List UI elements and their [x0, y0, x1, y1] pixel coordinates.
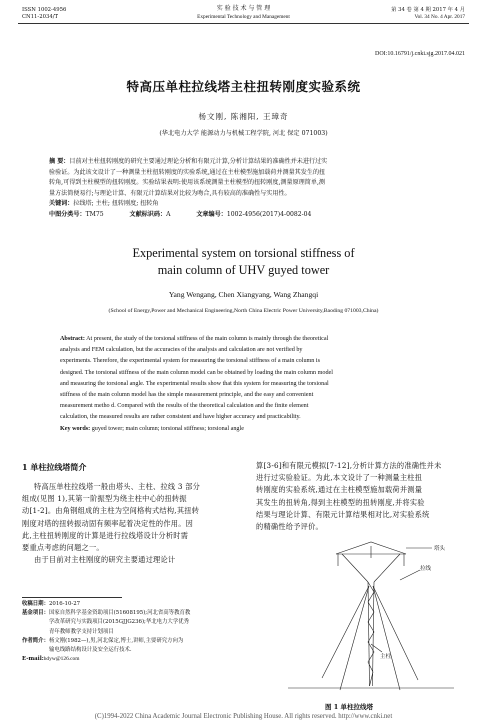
- abstract-en-line-8: calculation, the measured results are rather consistent and have higher accuracy and practicability.: [60, 414, 301, 421]
- para-line-1: 特高压单柱拉线塔一般由塔头、主柱、拉线 3 部分: [34, 482, 201, 491]
- abstract-zh-line-4: 量方法简便易行;与理论计算、有限元计算结果对比较为吻合,具有较高的准确性与实用性。: [49, 189, 291, 197]
- para-right-line-6: 的精确性给予评价。: [256, 522, 323, 532]
- para-line-3: 动[1-2]。由角钢组成的主柱为空间格构式结构,其扭转: [22, 506, 200, 516]
- journal-title-en: Experimental Technology and Management: [197, 14, 290, 20]
- received-date: 2016-10-27: [48, 601, 81, 607]
- guy-wire-4: [373, 586, 400, 690]
- keywords-en: [60, 424, 435, 435]
- main-column-left-chord: [368, 582, 370, 686]
- keywords-en-value: guyed tower; main column; torsional stiffness; torsional angle: [91, 425, 244, 432]
- title-zh: 特高压单柱拉线塔主柱扭转刚度实验系统: [126, 79, 361, 94]
- code-label: 文献标识码：: [129, 210, 167, 218]
- para-right-line-3: 转刚度的实验系统,通过在主柱模型施加载荷并测量: [256, 485, 423, 495]
- para-right-line-1: 算[3-6]和有限元模拟[7-12],分析计算方法的准确性并未: [256, 461, 442, 470]
- keywords-zh: [49, 199, 439, 210]
- para-line-6: 要重点考虑的问题之一。: [22, 543, 104, 553]
- label-tower-head: 塔头: [434, 546, 446, 552]
- tower-head-left-leg: [342, 554, 368, 582]
- para-line-7: 由于目前对主柱刚度的研究主要通过理论计: [34, 555, 176, 565]
- guy-wire-2: [373, 586, 418, 680]
- abstract-zh-line-2: 验验证。为此该文设计了一种测量主柱扭转刚度的实验系统,通过在主柱模型施加载荷并测量其发生的扭: [49, 168, 326, 176]
- section-1-left-text: [22, 481, 234, 566]
- author-bio-line-2: 输电线路结构设计及安全运行技术.: [49, 647, 132, 654]
- fund-label: 基金项目：: [22, 610, 49, 617]
- abstract-en-line-7: measurement metho d. Compared with the results of the theoretical calculation and the finite element: [60, 403, 309, 410]
- guy-wire-3: [340, 586, 369, 690]
- email-link[interactable]: hdyw@126.com: [43, 656, 80, 663]
- keywords-en-label: Key words:: [60, 425, 91, 432]
- leader-guy: [400, 570, 420, 580]
- para-line-4: 刚度对塔的扭转振动固有频率起着决定性的作用。因: [22, 518, 194, 528]
- guy-wire-1: [322, 586, 369, 678]
- affiliation-zh: (华北电力大学 能源动力与机械工程学院, 河北 保定 071003): [159, 130, 328, 137]
- para-right-line-4: 其发生的扭转角,得到主柱模型的扭转刚度,并将实验: [256, 497, 425, 507]
- watermark: (C)1994-2022 China Academic Journal Electronic Publishing House. All rights reserved. http://www.cnki.net: [94, 713, 393, 720]
- label-main-column: 主柱: [380, 654, 392, 660]
- abstract-zh-line-3: 转角,可得到主柱模型的扭转刚度。实验结果表明:使用该系统测量主柱模型的扭转刚度,测量原理简单,测: [49, 179, 325, 187]
- email-label: E-mail:: [22, 656, 44, 663]
- fund-line-1: 国家自然科学基金资助项目(51608195);河北省高等教育教: [48, 610, 191, 617]
- volume-zh: 第 34 卷 第 4 期 2017 年 4 月: [391, 7, 465, 13]
- para-line-5: 此,主柱扭转刚度的计算是进行拉线塔设计分析时需: [22, 530, 189, 540]
- fund-line-3: 青年教师教学支持计划项目: [49, 628, 114, 635]
- section-1-right-text: [256, 460, 468, 533]
- title-en-line-2: main column of UHV guyed tower: [157, 263, 330, 277]
- figure-1: [282, 540, 462, 702]
- volume-en: Vol. 34 No. 4 Apr. 2017: [414, 14, 465, 20]
- keywords-zh-value: 拉线塔; 主柱; 扭转刚度; 扭转角: [73, 200, 159, 208]
- authors-zh: 杨文刚, 陈湘阳, 王璋奇: [198, 112, 289, 121]
- abstract-en-text: At present, the study of the torsional stiffness of the main column is mainly through the theoretical: [86, 336, 329, 342]
- code-value: A: [166, 210, 171, 218]
- guyed-tower-diagram: [282, 540, 462, 702]
- footnote-rule: [22, 597, 122, 598]
- fund-row: [22, 609, 237, 618]
- abstract-en-line-2: analysis and FEM calculation, but the accuracies of the analysis and calculation are not verified by: [60, 347, 303, 354]
- author-bio-line-1: 杨文刚(1982—),男,河北保定,博士,讲师,主要研究方向为: [48, 637, 184, 644]
- issn: ISSN 1002-4956: [22, 7, 67, 13]
- para-right-line-2: 进行过实验验证。为此,本文设计了一种测量主柱扭: [256, 473, 423, 483]
- abstract-en-line-1: [60, 334, 435, 345]
- article-number-label: 文章编号：: [196, 210, 227, 218]
- abstract-en-label: Abstract:: [60, 336, 85, 342]
- class-label: 中图分类号：: [49, 210, 86, 218]
- para-right-line-5: 结果与理论计算、有限元计算结果相对比,对实验系统: [256, 509, 430, 519]
- abstract-zh-label: 摘 要：: [49, 158, 70, 165]
- tower-head-right-leg: [374, 554, 400, 582]
- footnote: [22, 600, 237, 664]
- label-guy-wire: 拉线: [420, 566, 432, 572]
- section-1-heading: 1 单柱拉线塔简介: [22, 462, 87, 472]
- email-row: [22, 655, 237, 664]
- header-rule: [18, 23, 469, 24]
- keywords-zh-label: 关键词：: [49, 200, 74, 208]
- classification-row: [49, 210, 439, 221]
- journal-title-zh: 实 验 技 术 与 管 理: [216, 5, 271, 12]
- abstract-en-line-6: stiffness of the main column model has the simple measurement principle, and the easy and convenient: [60, 392, 314, 399]
- abstract-en-line-5: and measuring the torsional angle. The experimental results show that this system for measuring the torsional: [60, 380, 329, 387]
- abstract-zh-line: [49, 157, 439, 168]
- para-line-2: 组成(见图 1),其第一阶振型为绕主柱中心的扭转振: [22, 494, 187, 504]
- received-row: [22, 600, 237, 609]
- abstract-en: [60, 334, 435, 435]
- leader-main-column: [371, 644, 382, 652]
- abstract-en-line-4: designed. The torsional stiffness of the main column model can be obtained by loading the main column model: [60, 369, 333, 376]
- abstract-en-line-3: experiments. Therefore, the experimental system for measuring the torsional stiffness of a main column is: [60, 358, 320, 365]
- authors-en: Yang Wengang, Chen Xiangyang, Wang Zhangqi: [168, 290, 319, 299]
- affiliation-en: (School of Energy,Power and Mechanical Engineering,North China Electric Power University,Baoding 071003,China): [108, 308, 379, 314]
- class-value: TM75: [85, 210, 104, 218]
- abstract-zh-line-1: 目前对主柱扭转刚度的研究主要通过理论分析和有限元计算,分析计算结果的准确性并未进行过实: [69, 158, 328, 165]
- received-label: 收稿日期：: [22, 601, 49, 607]
- figure-1-caption: 图 1 单柱拉线塔: [325, 703, 374, 711]
- fund-line-2: 学改革研究与实践项目(2015GJJG236);华北电力大学优秀: [49, 619, 189, 626]
- author-bio-row: [22, 637, 237, 646]
- cn-number: CN11-2034/T: [22, 14, 59, 20]
- title-en-line-1: Experimental system on torsional stiffness of: [132, 246, 355, 260]
- author-bio-label: 作者简介：: [22, 637, 49, 644]
- doi: DOI:10.16791/j.cnki.sjg.2017.04.021: [375, 51, 465, 57]
- article-number-value: 1002-4956(2017)4-0082-04: [226, 210, 312, 218]
- abstract-zh: [49, 157, 439, 221]
